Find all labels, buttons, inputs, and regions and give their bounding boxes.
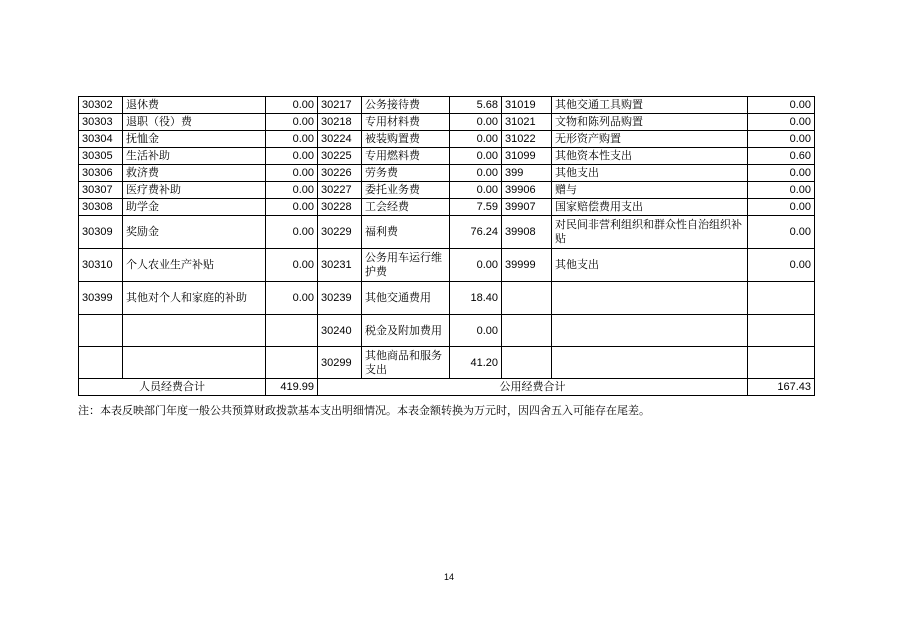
capital-item	[552, 282, 748, 315]
capital-item	[552, 347, 748, 379]
public-amount: 76.24	[450, 216, 502, 249]
personnel-total-label: 人员经费合计	[79, 379, 266, 396]
capital-code: 399	[502, 165, 552, 182]
capital-item: 赠与	[552, 182, 748, 199]
personnel-code: 30304	[79, 131, 123, 148]
personnel-item: 个人农业生产补贴	[123, 249, 266, 282]
public-item: 公务用车运行维护费	[362, 249, 450, 282]
personnel-code: 30310	[79, 249, 123, 282]
personnel-code: 30302	[79, 97, 123, 114]
table-row	[79, 282, 815, 315]
personnel-amount	[266, 347, 318, 379]
public-code: 30299	[318, 347, 362, 379]
capital-code: 39999	[502, 249, 552, 282]
personnel-code: 30307	[79, 182, 123, 199]
table-row	[79, 249, 815, 282]
capital-amount: 0.00	[748, 199, 815, 216]
capital-amount: 0.00	[748, 97, 815, 114]
personnel-amount: 0.00	[266, 282, 318, 315]
capital-item: 对民间非营利组织和群众性自治组织补贴	[552, 216, 748, 249]
capital-item: 其他支出	[552, 165, 748, 182]
personnel-item: 退休费	[123, 97, 266, 114]
public-total-value: 167.43	[748, 379, 815, 396]
public-amount: 18.40	[450, 282, 502, 315]
capital-code: 31019	[502, 97, 552, 114]
public-code: 30224	[318, 131, 362, 148]
public-code: 30229	[318, 216, 362, 249]
personnel-amount: 0.00	[266, 182, 318, 199]
capital-code: 31021	[502, 114, 552, 131]
table-row	[79, 148, 815, 165]
table-row	[79, 114, 815, 131]
public-item: 专用燃料费	[362, 148, 450, 165]
capital-amount: 0.00	[748, 249, 815, 282]
personnel-code	[79, 347, 123, 379]
personnel-amount: 0.00	[266, 131, 318, 148]
capital-amount: 0.60	[748, 148, 815, 165]
public-amount: 0.00	[450, 114, 502, 131]
personnel-amount: 0.00	[266, 249, 318, 282]
table-row	[79, 182, 815, 199]
personnel-total-value: 419.99	[266, 379, 318, 396]
personnel-item: 奖励金	[123, 216, 266, 249]
public-amount: 0.00	[450, 249, 502, 282]
capital-amount	[748, 347, 815, 379]
personnel-amount: 0.00	[266, 148, 318, 165]
page-number: 14	[443, 572, 454, 582]
public-amount: 0.00	[450, 315, 502, 347]
personnel-item: 退职（役）费	[123, 114, 266, 131]
capital-code: 39907	[502, 199, 552, 216]
table-row	[79, 216, 815, 249]
personnel-item: 抚恤金	[123, 131, 266, 148]
public-code: 30239	[318, 282, 362, 315]
capital-amount: 0.00	[748, 165, 815, 182]
capital-code: 31022	[502, 131, 552, 148]
public-amount: 41.20	[450, 347, 502, 379]
public-code: 30240	[318, 315, 362, 347]
public-amount: 5.68	[450, 97, 502, 114]
personnel-code: 30399	[79, 282, 123, 315]
personnel-item: 医疗费补助	[123, 182, 266, 199]
capital-item	[552, 315, 748, 347]
budget-detail-table	[78, 96, 815, 396]
capital-amount: 0.00	[748, 131, 815, 148]
capital-item: 其他交通工具购置	[552, 97, 748, 114]
personnel-code	[79, 315, 123, 347]
public-amount: 0.00	[450, 131, 502, 148]
capital-code	[502, 347, 552, 379]
public-code: 30227	[318, 182, 362, 199]
public-amount: 0.00	[450, 165, 502, 182]
public-code: 30218	[318, 114, 362, 131]
capital-item: 文物和陈列品购置	[552, 114, 748, 131]
personnel-code: 30306	[79, 165, 123, 182]
public-code: 30231	[318, 249, 362, 282]
capital-item: 国家赔偿费用支出	[552, 199, 748, 216]
public-item: 公务接待费	[362, 97, 450, 114]
public-total-label: 公用经费合计	[318, 379, 748, 396]
capital-code: 39908	[502, 216, 552, 249]
public-item: 福利费	[362, 216, 450, 249]
personnel-amount: 0.00	[266, 114, 318, 131]
capital-item: 其他支出	[552, 249, 748, 282]
public-item: 委托业务费	[362, 182, 450, 199]
capital-amount	[748, 315, 815, 347]
public-item: 工会经费	[362, 199, 450, 216]
capital-code	[502, 282, 552, 315]
capital-amount	[748, 282, 815, 315]
capital-item: 无形资产购置	[552, 131, 748, 148]
table-row	[79, 97, 815, 114]
capital-code: 39906	[502, 182, 552, 199]
personnel-code: 30303	[79, 114, 123, 131]
capital-amount: 0.00	[748, 182, 815, 199]
public-amount: 0.00	[450, 148, 502, 165]
capital-code: 31099	[502, 148, 552, 165]
personnel-item	[123, 315, 266, 347]
personnel-code: 30305	[79, 148, 123, 165]
capital-amount: 0.00	[748, 216, 815, 249]
table-footnote: 注：本表反映部门年度一般公共预算财政拨款基本支出明细情况。本表金额转换为万元时，因四舍五入可能存在尾差。	[78, 404, 650, 417]
public-code: 30225	[318, 148, 362, 165]
capital-code	[502, 315, 552, 347]
personnel-item: 救济费	[123, 165, 266, 182]
personnel-amount: 0.00	[266, 216, 318, 249]
public-amount: 7.59	[450, 199, 502, 216]
personnel-item: 其他对个人和家庭的补助	[123, 282, 266, 315]
public-item: 其他交通费用	[362, 282, 450, 315]
public-item: 其他商品和服务支出	[362, 347, 450, 379]
capital-amount: 0.00	[748, 114, 815, 131]
personnel-amount: 0.00	[266, 97, 318, 114]
public-amount: 0.00	[450, 182, 502, 199]
public-code: 30217	[318, 97, 362, 114]
table-row	[79, 131, 815, 148]
public-code: 30226	[318, 165, 362, 182]
table-row	[79, 165, 815, 182]
personnel-code: 30309	[79, 216, 123, 249]
public-item: 劳务费	[362, 165, 450, 182]
personnel-item: 助学金	[123, 199, 266, 216]
personnel-item	[123, 347, 266, 379]
totals-row	[79, 379, 815, 396]
personnel-amount	[266, 315, 318, 347]
public-item: 专用材料费	[362, 114, 450, 131]
personnel-amount: 0.00	[266, 199, 318, 216]
table-row	[79, 347, 815, 379]
personnel-item: 生活补助	[123, 148, 266, 165]
capital-item: 其他资本性支出	[552, 148, 748, 165]
table-row	[79, 199, 815, 216]
table-body	[79, 97, 815, 396]
personnel-amount: 0.00	[266, 165, 318, 182]
public-item: 被装购置费	[362, 131, 450, 148]
public-code: 30228	[318, 199, 362, 216]
public-item: 税金及附加费用	[362, 315, 450, 347]
personnel-code: 30308	[79, 199, 123, 216]
table-row	[79, 315, 815, 347]
